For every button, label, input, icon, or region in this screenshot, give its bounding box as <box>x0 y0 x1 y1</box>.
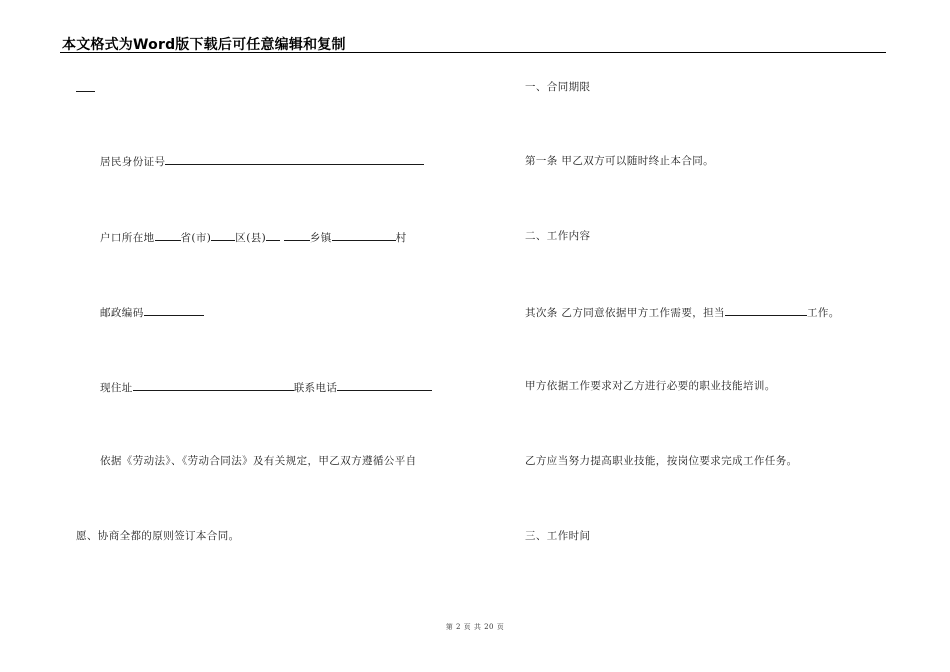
province-label: 省(市) <box>180 232 212 244</box>
article-2-suffix: 工作。 <box>806 307 840 319</box>
job-blank <box>725 304 807 316</box>
district-blank <box>266 229 280 241</box>
postal-blank <box>144 304 204 316</box>
page-number: 第 2 页 共 20 页 <box>445 623 505 631</box>
postal-label: 邮政编码 <box>100 307 144 319</box>
hukou-line <box>100 229 407 245</box>
address-label: 现住址 <box>100 382 133 394</box>
header-rule <box>60 52 886 53</box>
district-label: 区(县) <box>235 232 267 244</box>
section-work-hours: 三、工作时间 <box>525 530 591 542</box>
postal-line <box>100 304 204 320</box>
article-2-training: 甲方依据工作要求对乙方进行必要的职业技能培训。 <box>525 380 776 392</box>
city-blank <box>211 229 235 241</box>
address-line <box>100 379 432 395</box>
article-2-duty: 乙方应当努力提高职业技能，按岗位要求完成工作任务。 <box>525 455 798 467</box>
document-header-title: 本文格式为Word版下载后可任意编辑和复制 <box>62 37 346 53</box>
province-blank <box>155 229 181 241</box>
town-label: 乡镇 <box>309 232 332 244</box>
id-number-label: 居民身份证号 <box>100 156 166 168</box>
basis-paragraph-line1: 依据《劳动法》、《劳动合同法》及有关规定，甲乙双方遵循公平自 <box>100 455 417 467</box>
article-1: 第一条 甲乙双方可以随时终止本合同。 <box>525 155 715 167</box>
basis-paragraph-line2: 愿、协商全都的原则签订本合同。 <box>76 530 240 542</box>
blank-underline-line <box>76 80 95 96</box>
section-contract-term: 一、合同期限 <box>525 81 591 93</box>
blank-underline <box>76 80 95 92</box>
article-2-line <box>525 304 840 320</box>
id-number-line <box>100 153 424 169</box>
section-work-content: 二、工作内容 <box>525 230 591 242</box>
village-label: 村 <box>395 232 407 244</box>
phone-label: 联系电话 <box>293 382 338 394</box>
hukou-label: 户口所在地 <box>100 232 155 244</box>
id-number-blank <box>165 153 424 165</box>
address-blank <box>133 379 294 391</box>
town-blank <box>332 229 396 241</box>
article-2-text: 其次条 乙方同意依据甲方工作需要，担当 <box>525 307 725 319</box>
phone-blank <box>337 379 432 391</box>
county-blank <box>284 229 310 241</box>
